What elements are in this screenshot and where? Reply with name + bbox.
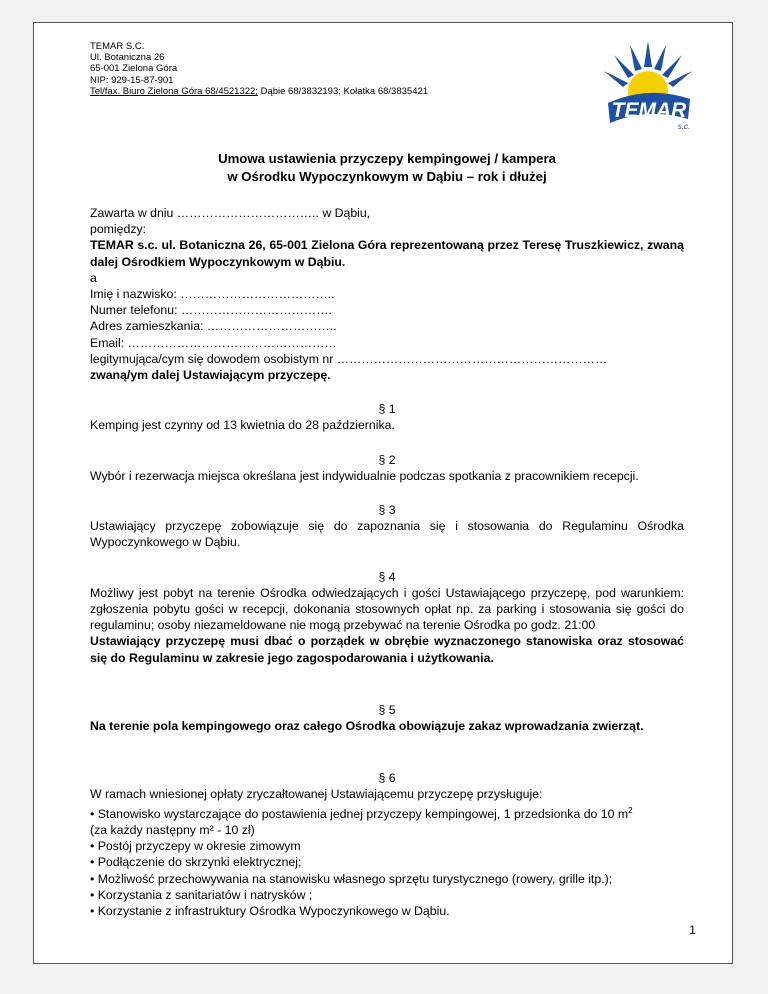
list-item-continuation: (za każdy następny m² - 10 zł): [90, 822, 255, 837]
title-line-2: w Ośrodku Wypoczynkowym w Dąbiu – rok i dłużej: [227, 169, 547, 184]
intro-and: a: [90, 270, 97, 285]
section-4-text: Możliwy jest pobyt na terenie Ośrodka odwiedzających i gości Ustawiającego przyczepę, pod warunkiem: zgłoszenia pobytu gości w recepcji, dokonania stosownych opłat np. za parking i stosowania się gości do regulaminu; osoby niezameldowane nie mogą przebywać na terenie Ośrodka po godz. 21:00: [90, 585, 684, 633]
list-item: • Korzystania z sanitariatów i natrysków ;: [90, 887, 313, 902]
section-3-mark: § 3: [378, 503, 396, 518]
section-6-text: W ramach wniesionej opłaty zryczałtowanej Ustawiającemu przyczepę przysługuje:: [90, 787, 543, 802]
list-item: • Podłączenie do skrzynki elektrycznej;: [90, 855, 302, 870]
logo-wordmark: TEMAR: [611, 99, 687, 122]
page-number: 1: [689, 923, 696, 937]
field-phone: Numer telefonu: ……………………………….: [90, 303, 332, 318]
company-nip: NIP: 929-15-87-901: [90, 74, 174, 86]
contract-body: [90, 205, 684, 919]
list-item: • Możliwość przechowywania na stanowisku własnego sprzętu turystycznego (rowery, grille itp.);: [90, 871, 613, 886]
intro-date-line: Zawarta w dniu …………………………….. w Dąbiu,: [90, 206, 371, 220]
company-street: Ul. Botaniczna 26: [90, 52, 165, 64]
office-phone: Tel/fax. Biuro Zielona Góra 68/4521322;: [90, 85, 258, 97]
list-item: • Stanowisko wystarczające do postawienia jednej przyczepy kempingowej, 1 przedsionka do 10 $m^2$: [90, 805, 633, 821]
section-5-text: Na terenie pola kempingowego oraz całego Ośrodka obowiązuje zakaz wprowadzania zwierząt.: [90, 719, 644, 734]
section-3-text: Ustawiający przyczepę zobowiązuje się do zapoznania się i stosowania do Regulaminu Ośrodka Wypoczynkowego w Dąbiu.: [90, 519, 684, 550]
intro-party-temar: TEMAR s.c. ul. Botaniczna 26, 65-001 Zielona Góra reprezentowaną przez Teresę Truszkiewicz, zwaną dalej Ośrodkiem Wypoczynkowym w Dąbiu.: [90, 238, 684, 269]
list-item: • Korzystanie z infrastruktury Ośrodka Wypoczynkowego w Dąbiu.: [90, 904, 450, 918]
field-email: Email: ……………………………………………: [90, 335, 337, 350]
document-page: [33, 22, 733, 964]
list-item: • Postój przyczepy w okresie zimowym: [90, 839, 301, 854]
field-id: legitymująca/cym się dowodem osobistym nr …………………………………………………………: [90, 351, 608, 366]
section-4-mark: § 4: [378, 569, 396, 584]
company-city: 65-001 Zielona Góra: [90, 63, 178, 75]
intro-party-client: zwaną/ym dalej Ustawiającym przyczepę.: [90, 368, 331, 383]
title-line-1: Umowa ustawienia przyczepy kempingowej / kampera: [218, 151, 556, 166]
field-name: Imię i nazwisko: ………………………………..: [90, 287, 335, 302]
section-4-bold: Ustawiający przyczepę musi dbać o porządek w obrębie wyznaczonego stanowiska oraz stosować się do Regulaminu w zakresie jego zagospodarowania i użytkowania.: [90, 634, 684, 665]
section-6-mark: § 6: [378, 771, 396, 786]
contract-title: [90, 150, 684, 186]
logo-suffix: s.c.: [677, 122, 691, 131]
section-6-list: [90, 803, 684, 920]
intro-between: pomiędzy:: [90, 222, 147, 237]
section-1-text: Kemping jest czynny od 13 kwietnia do 28 października.: [90, 418, 395, 433]
other-phones: Dąbie 68/3832193; Kołatka 68/3835421: [260, 85, 429, 97]
section-5-mark: § 5: [378, 702, 396, 717]
section-2-mark: § 2: [378, 452, 396, 467]
company-name: TEMAR S.C.: [90, 41, 145, 52]
field-address: Adres zamieszkania: …………………………..: [90, 319, 337, 334]
section-1-mark: § 1: [378, 402, 396, 417]
section-2-text: Wybór i rezerwacja miejsca określana jest indywidualnie podczas spotkania z pracownikiem recepcji.: [90, 468, 639, 483]
temar-logo: [590, 33, 706, 133]
